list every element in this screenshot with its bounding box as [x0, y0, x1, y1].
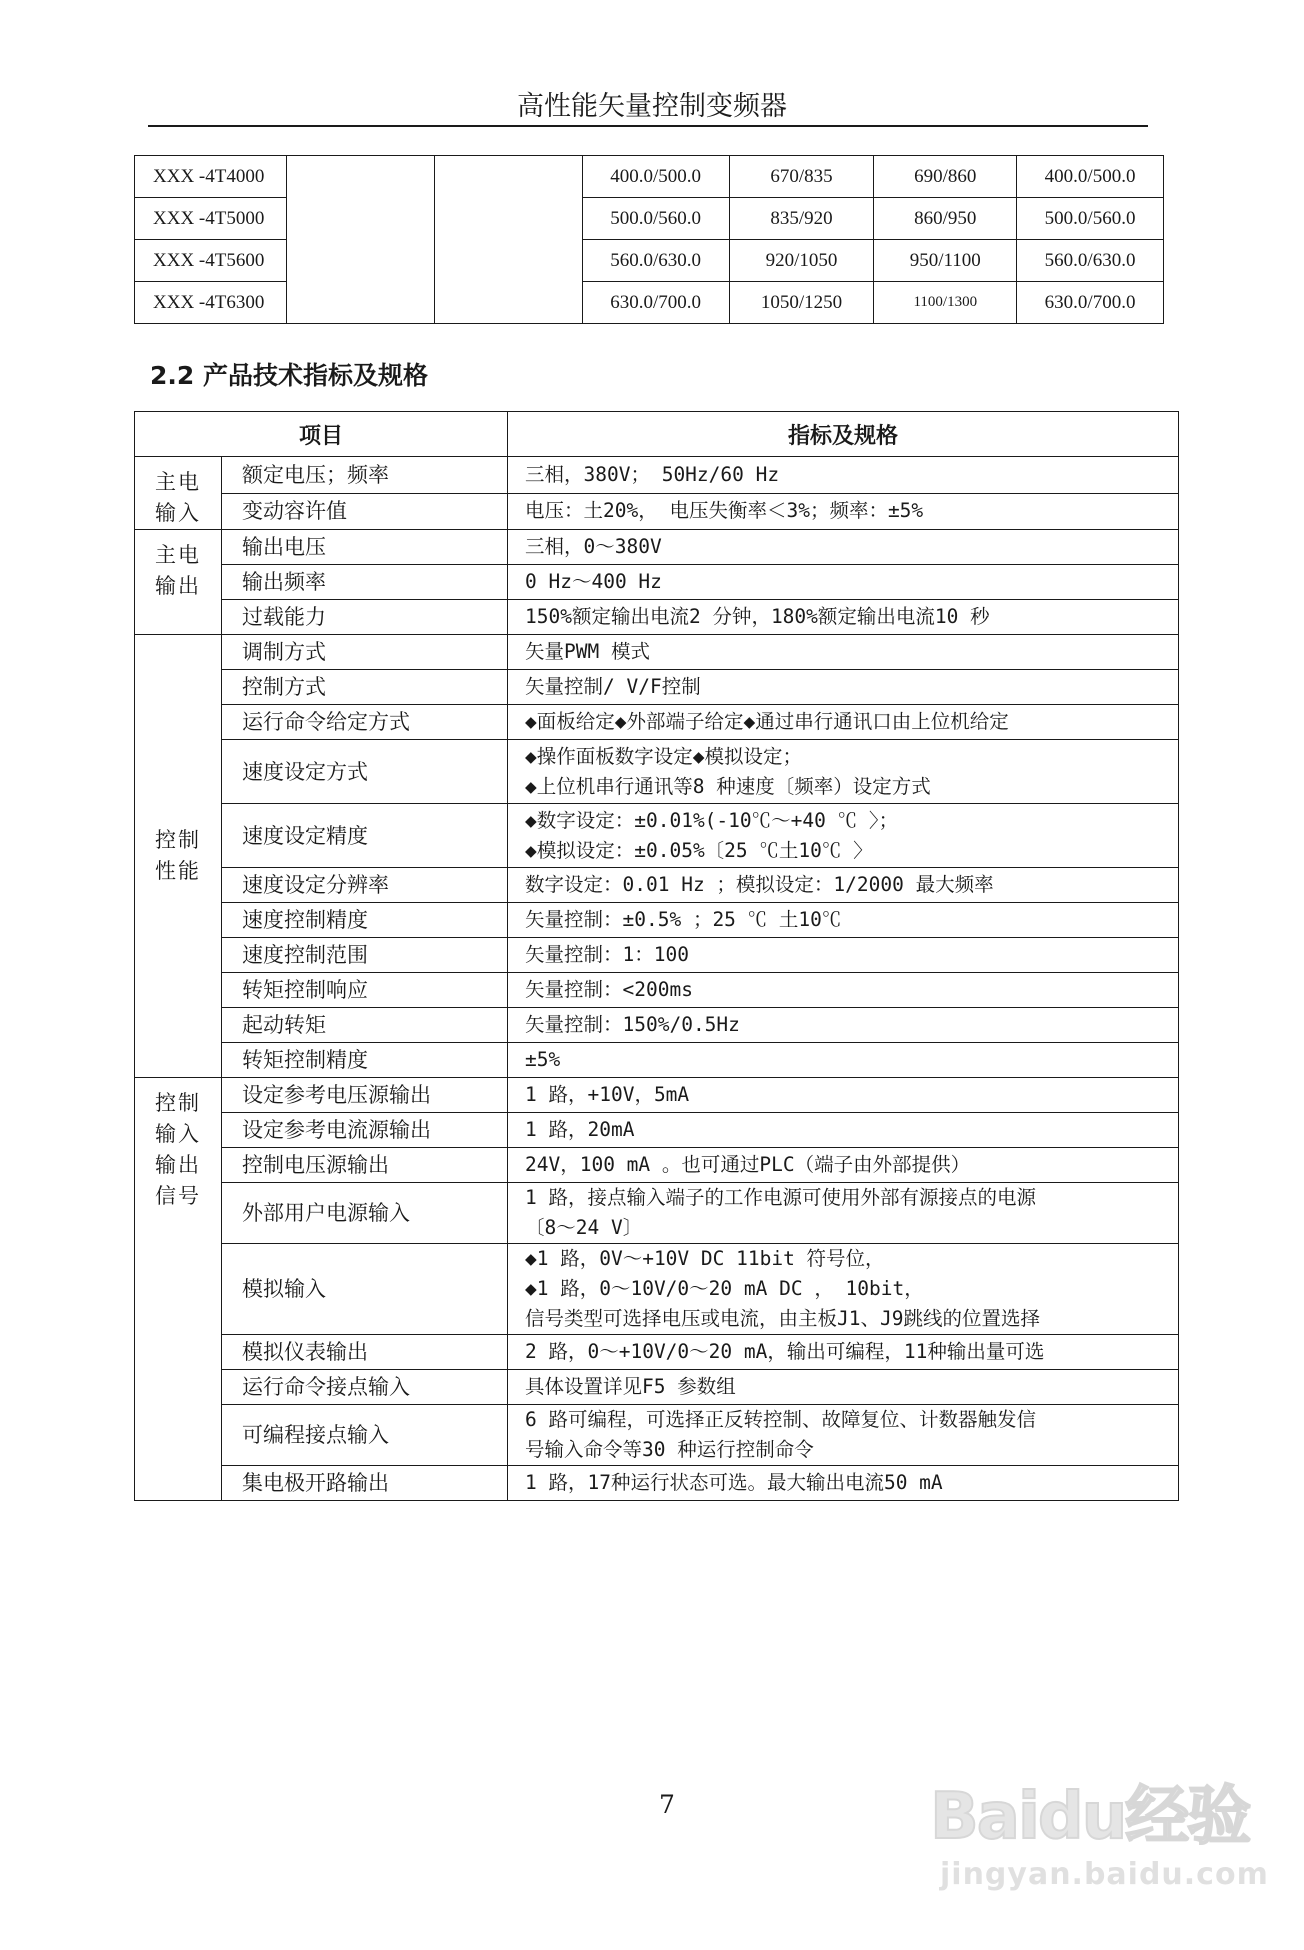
item-cell: 控制方式 — [222, 670, 508, 705]
model-cell: 690/860 — [874, 156, 1017, 198]
model-cell: 400.0/500.0 — [582, 156, 729, 198]
spec-line: 矢量PWM 模式 — [525, 640, 650, 663]
item-cell: 模拟仪表输出 — [222, 1335, 508, 1370]
spec-line: 三相，380V； 50Hz/60 Hz — [525, 462, 780, 486]
spec-cell — [508, 1244, 1179, 1335]
model-cell: 1100/1300 — [874, 282, 1017, 324]
blank-cell — [434, 156, 582, 324]
spec-cell — [508, 903, 1179, 938]
model-cell: XXX -4T6300 — [135, 282, 287, 324]
spec-line: ◆面板给定◆外部端子给定◆通过串行通讯口由上位机给定 — [525, 710, 1009, 733]
spec-line: 三相，0～380V — [525, 535, 662, 558]
spec-cell — [508, 1148, 1179, 1183]
spec-cell — [508, 1335, 1179, 1370]
spec-cell — [508, 457, 1179, 494]
model-cell: 630.0/700.0 — [582, 282, 729, 324]
spec-cell — [508, 938, 1179, 973]
category-label: 输入 — [155, 501, 201, 525]
item-cell: 速度控制精度 — [222, 903, 508, 938]
item-cell: 转矩控制精度 — [222, 1043, 508, 1078]
model-cell: 560.0/630.0 — [582, 240, 729, 282]
spec-cell — [508, 670, 1179, 705]
model-cell: 835/920 — [729, 198, 874, 240]
model-cell: XXX -4T5600 — [135, 240, 287, 282]
spec-cell — [508, 705, 1179, 740]
item-cell: 设定参考电流源输出 — [222, 1113, 508, 1148]
model-cell: 920/1050 — [729, 240, 874, 282]
spec-line: ◆1 路，0V～+10V DC 11bit 符号位， — [525, 1247, 885, 1270]
spec-row — [135, 1078, 1179, 1113]
spec-cell — [508, 868, 1179, 903]
watermark-url: jingyan.baidu.com — [940, 1857, 1269, 1892]
spec-cell — [508, 1370, 1179, 1405]
spec-line: ◆1 路，0～10V/0～20 mA DC ， 10bit， — [525, 1277, 924, 1300]
spec-row — [135, 1335, 1179, 1370]
model-cell: 950/1100 — [874, 240, 1017, 282]
item-cell: 输出频率 — [222, 565, 508, 600]
model-table — [134, 155, 1164, 324]
spec-row — [135, 903, 1179, 938]
category-label: 控制 — [155, 828, 201, 852]
item-cell: 速度设定精度 — [222, 804, 508, 868]
header-title: 高性能矢量控制变频器 — [517, 91, 787, 122]
model-cell: 400.0/500.0 — [1017, 156, 1164, 198]
spec-cell — [508, 1466, 1179, 1501]
item-cell: 控制电压源输出 — [222, 1148, 508, 1183]
spec-cell — [508, 530, 1179, 565]
model-row — [135, 156, 1164, 198]
item-cell: 可编程接点输入 — [222, 1405, 508, 1466]
spec-cell — [508, 635, 1179, 670]
spec-cell — [508, 804, 1179, 868]
item-cell: 输出电压 — [222, 530, 508, 565]
category-label: 输入 — [155, 1122, 201, 1146]
spec-row — [135, 938, 1179, 973]
category-label: 输出 — [155, 1153, 201, 1177]
blank-cell — [286, 156, 434, 324]
item-cell: 过载能力 — [222, 600, 508, 635]
spec-line: 号输入命令等30 种运行控制命令 — [525, 1438, 814, 1461]
spec-row — [135, 600, 1179, 635]
spec-line: 矢量控制/ V/F控制 — [525, 675, 701, 698]
model-cell: 860/950 — [874, 198, 1017, 240]
header-rule — [148, 125, 1148, 127]
spec-cell — [508, 565, 1179, 600]
spec-row — [135, 1113, 1179, 1148]
spec-cell — [508, 1078, 1179, 1113]
spec-row — [135, 1370, 1179, 1405]
item-cell: 额定电压；频率 — [222, 457, 508, 494]
spec-row — [135, 705, 1179, 740]
item-cell: 外部用户电源输入 — [222, 1183, 508, 1244]
header-item: 项目 — [135, 412, 508, 457]
model-cell: 1050/1250 — [729, 282, 874, 324]
item-cell: 运行命令给定方式 — [222, 705, 508, 740]
item-cell: 运行命令接点输入 — [222, 1370, 508, 1405]
spec-row — [135, 493, 1179, 530]
spec-line: 矢量控制：±0.5% ；25 ℃ 土10℃ — [525, 908, 842, 931]
spec-row — [135, 670, 1179, 705]
spec-cell — [508, 1113, 1179, 1148]
item-cell: 速度设定方式 — [222, 740, 508, 804]
page-number: 7 — [659, 1790, 675, 1819]
category-label: 主电 — [155, 470, 201, 494]
model-cell: 630.0/700.0 — [1017, 282, 1164, 324]
spec-line: ◆模拟设定：±0.05%〔25 ℃土10℃ 〉 — [525, 838, 873, 862]
category-cell — [135, 457, 222, 530]
item-cell: 模拟输入 — [222, 1244, 508, 1335]
spec-line: 电压：土20%， 电压失衡率＜3%；频率：±5% — [525, 499, 924, 523]
spec-cell — [508, 1183, 1179, 1244]
item-cell: 集电极开路输出 — [222, 1466, 508, 1501]
item-cell: 转矩控制响应 — [222, 973, 508, 1008]
spec-line: 1 路，20mA — [525, 1118, 635, 1141]
model-cell: 670/835 — [729, 156, 874, 198]
item-cell: 变动容许值 — [222, 493, 508, 530]
spec-row — [135, 1405, 1179, 1466]
watermark-logo: Baidu经验 — [930, 1780, 1250, 1854]
header-spec: 指标及规格 — [508, 412, 1179, 457]
spec-cell — [508, 600, 1179, 635]
spec-line: 信号类型可选择电压或电流，由主板J1、J9跳线的位置选择 — [525, 1307, 1040, 1330]
spec-line: 数字设定：0.01 Hz ；模拟设定：1/2000 最大频率 — [525, 873, 994, 896]
spec-line: 矢量控制：1：100 — [525, 943, 689, 966]
spec-line: 2 路，0～+10V/0～20 mA，输出可编程，11种输出量可选 — [525, 1340, 1045, 1363]
spec-row — [135, 1466, 1179, 1501]
spec-line: 1 路，+10V，5mA — [525, 1083, 690, 1106]
model-cell: 560.0/630.0 — [1017, 240, 1164, 282]
spec-cell — [508, 1405, 1179, 1466]
spec-row — [135, 868, 1179, 903]
spec-row — [135, 457, 1179, 494]
category-label: 输出 — [155, 574, 201, 598]
section-title: 2.2 产品技术指标及规格 — [150, 361, 428, 390]
spec-row — [135, 1043, 1179, 1078]
spec-line: 150%额定输出电流2 分钟，180%额定输出电流10 秒 — [525, 605, 990, 628]
spec-cell — [508, 740, 1179, 804]
category-label: 主电 — [155, 543, 201, 567]
spec-cell — [508, 1043, 1179, 1078]
spec-line: 1 路，接点输入端子的工作电源可使用外部有源接点的电源 — [525, 1186, 1036, 1209]
spec-line: 0 Hz～400 Hz — [525, 570, 662, 593]
item-cell: 调制方式 — [222, 635, 508, 670]
item-cell: 起动转矩 — [222, 1008, 508, 1043]
model-cell: XXX -4T4000 — [135, 156, 287, 198]
spec-cell — [508, 973, 1179, 1008]
category-label: 性能 — [155, 859, 201, 883]
category-label: 信号 — [155, 1184, 201, 1208]
spec-line: ◆操作面板数字设定◆模拟设定； — [525, 744, 802, 768]
model-cell: 500.0/560.0 — [582, 198, 729, 240]
spec-row — [135, 1148, 1179, 1183]
spec-line: 24V，100 mA 。也可通过PLC（端子由外部提供） — [525, 1153, 971, 1176]
spec-line: ◆数字设定：±0.01%(-10℃～+40 ℃ 〉； — [525, 808, 899, 832]
spec-row — [135, 1244, 1179, 1335]
spec-row — [135, 804, 1179, 868]
baidu-watermark — [930, 1765, 1270, 1905]
category-cell — [135, 635, 222, 1078]
spec-row — [135, 973, 1179, 1008]
spec-line: 矢量控制：<200ms — [525, 978, 693, 1001]
spec-line: ◆上位机串行通讯等8 种速度〔频率）设定方式 — [525, 774, 931, 798]
category-cell — [135, 530, 222, 635]
spec-line: 具体设置详见F5 参数组 — [525, 1375, 736, 1398]
item-cell: 设定参考电压源输出 — [222, 1078, 508, 1113]
spec-line: ±5% — [525, 1048, 561, 1071]
spec-row — [135, 635, 1179, 670]
item-cell: 速度控制范围 — [222, 938, 508, 973]
model-cell: 500.0/560.0 — [1017, 198, 1164, 240]
spec-line: 〔8～24 V〕 — [525, 1216, 643, 1239]
spec-row — [135, 565, 1179, 600]
spec-row — [135, 1183, 1179, 1244]
spec-line: 矢量控制：150%/0.5Hz — [525, 1013, 740, 1036]
spec-row — [135, 1008, 1179, 1043]
spec-cell — [508, 1008, 1179, 1043]
spec-line: 1 路，17种运行状态可选。最大输出电流50 mA — [525, 1471, 943, 1494]
category-cell — [135, 1078, 222, 1501]
spec-line: 6 路可编程，可选择正反转控制、故障复位、计数器触发信 — [525, 1408, 1036, 1431]
spec-cell — [508, 493, 1179, 530]
spec-table — [134, 411, 1179, 1501]
spec-row — [135, 740, 1179, 804]
category-label: 控制 — [155, 1091, 201, 1115]
spec-row — [135, 530, 1179, 565]
model-cell: XXX -4T5000 — [135, 198, 287, 240]
item-cell: 速度设定分辨率 — [222, 868, 508, 903]
